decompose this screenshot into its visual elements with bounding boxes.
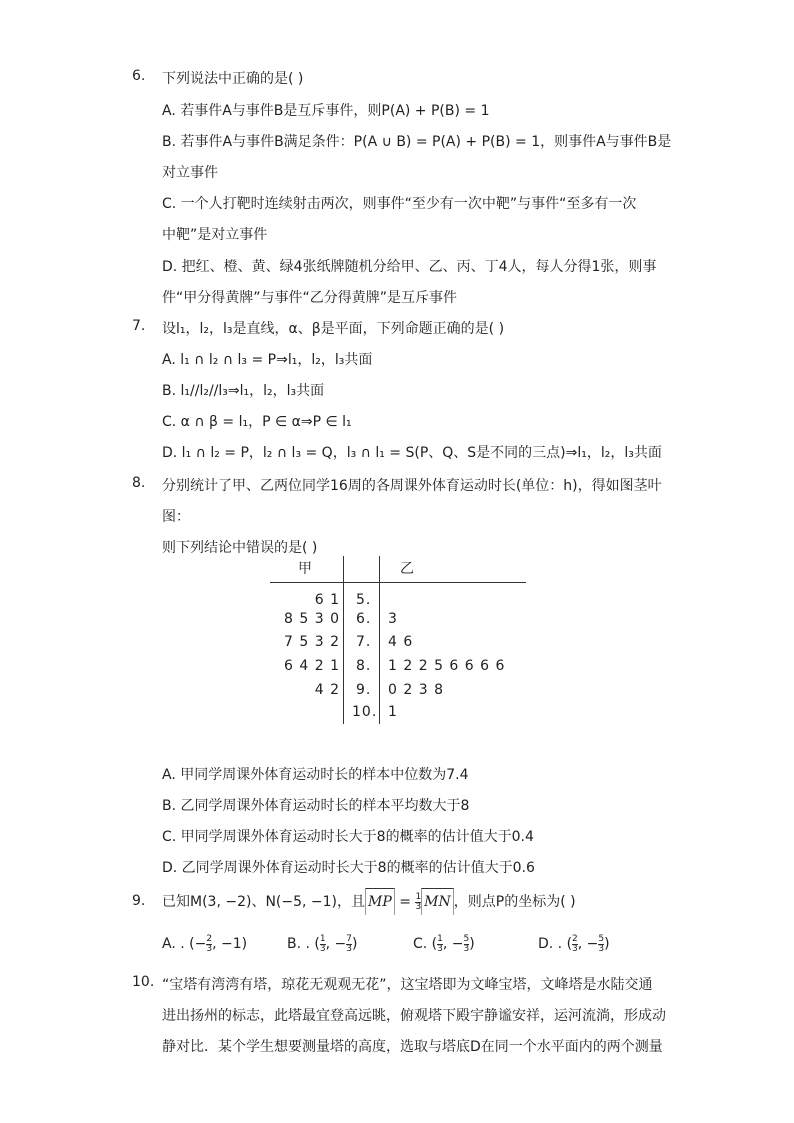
header-jia: 甲 <box>298 561 313 577</box>
leaf-right-row6: 1 <box>388 704 398 720</box>
leaf-right-row2: 3 <box>388 611 398 627</box>
q10-line1: “宝塔有湾湾有塔，琼花无观观无花”，这宝塔即为文峰宝塔，文峰塔是水陆交通 <box>162 977 653 993</box>
q8-option-c: C. 甲同学周课外体育运动时长大于8的概率的估计值大于0.4 <box>162 829 534 845</box>
q10-line3: 静对比．某个学生想要测量塔的高度，选取与塔底D在同一个水平面内的两个测量 <box>162 1039 663 1055</box>
fraction-one-third: $\frac{1}{3}$ <box>415 891 422 912</box>
leaf-left-row4: 6 4 2 1 <box>284 658 340 674</box>
q6-option-d-line2: 件“甲分得黄牌”与事件“乙分得黄牌”是互斥事件 <box>162 290 458 306</box>
q9-option-d: D. . ( $\frac{2}{3}$ , − $\frac{5}{3}$ ) <box>538 933 610 954</box>
leaf-right-row5: 0 2 3 8 <box>388 682 444 698</box>
stem-row6: 10. <box>352 704 378 720</box>
q8-stem-line2: 图： <box>162 509 190 525</box>
q6-number: 6. <box>132 68 146 84</box>
q6-option-b-line1: B. 若事件A与事件B满足条件：P(A ∪ B) = P(A) + P(B) = 1，则事件A与事件B是 <box>162 134 672 150</box>
q9-stem-end: ，则点P的坐标为( ) <box>453 894 576 910</box>
q8-option-b: B. 乙同学周课外体育运动时长的样本平均数大于8 <box>162 798 470 814</box>
q9-option-a: A. . (− $\frac{2}{3}$ , −1) <box>162 933 248 954</box>
stem-row5: 9. <box>356 682 372 698</box>
q9-stem <box>162 888 576 915</box>
q9-stem-start: 已知M(3, −2)、N(−5, −1)，且 <box>162 894 366 910</box>
stem-leaf-plot <box>270 556 526 724</box>
stem-row4: 8. <box>356 658 372 674</box>
leaf-right-row3: 4 6 <box>388 634 414 650</box>
header-rule <box>270 582 526 583</box>
stem-row3: 7. <box>356 634 372 650</box>
q8-stem-line1: 分别统计了甲、乙两位同学16周的各周课外体育运动时长(单位：h)，得如图茎叶 <box>162 478 662 494</box>
q7-stem: 设l₁，l₂，l₃是直线，α、β是平面，下列命题正确的是( ) <box>162 321 505 337</box>
q7-option-a: A. l₁ ∩ l₂ ∩ l₃ = P⇒l₁，l₂，l₃共面 <box>162 352 373 368</box>
q7-option-c: C. α ∩ β = l₁，P ∈ α⇒P ∈ l₁ <box>162 414 352 430</box>
q8-number: 8. <box>132 475 146 491</box>
q9-number: 9. <box>132 893 146 909</box>
q7-number: 7. <box>132 318 146 334</box>
header-yi: 乙 <box>400 561 415 577</box>
vector-mp: MP <box>365 888 395 915</box>
q6-option-b-line2: 对立事件 <box>162 165 218 181</box>
stem-row1: 5. <box>356 592 372 608</box>
q6-option-d-line1: D. 把红、橙、黄、绿4张纸牌随机分给甲、乙、丙、丁4人，每人分得1张，则事 <box>162 259 657 275</box>
q6-stem: 下列说法中正确的是( ) <box>162 71 304 87</box>
q7-option-d: D. l₁ ∩ l₂ = P，l₂ ∩ l₃ = Q，l₃ ∩ l₁ = S(P、Q、S是不同的三点)⇒l₁，l₂，l₃共面 <box>162 445 662 461</box>
q6-option-a: A. 若事件A与事件B是互斥事件，则P(A) + P(B) = 1 <box>162 103 490 119</box>
q9-option-c: C. ( $\frac{1}{3}$ , − $\frac{5}{3}$ ) <box>413 933 475 954</box>
q10-line2: 进出扬州的标志，此塔最宜登高远眺，俯观塔下殿宇静谧安祥，运河流淌，形成动 <box>162 1008 666 1024</box>
q8-option-a: A. 甲同学周课外体育运动时长的样本中位数为7.4 <box>162 767 469 783</box>
leaf-left-row2: 8 5 3 0 <box>284 611 340 627</box>
leaf-right-row4: 1 2 2 5 6 6 6 6 <box>388 658 506 674</box>
vector-mn: MN <box>421 888 454 915</box>
q9-equals: = <box>394 894 416 910</box>
stem-row2: 6. <box>356 611 372 627</box>
q8-option-d: D. 乙同学周课外体育运动时长大于8的概率的估计值大于0.6 <box>162 860 535 876</box>
q10-number: 10. <box>132 974 155 990</box>
q8-stem-line3: 则下列结论中错误的是( ) <box>162 540 318 556</box>
q7-option-b: B. l₁//l₂//l₃⇒l₁，l₂，l₃共面 <box>162 383 325 399</box>
leaf-left-row1: 6 1 <box>314 592 340 608</box>
q6-option-c-line1: C. 一个人打靶时连续射击两次，则事件“至少有一次中靶”与事件“至多有一次 <box>162 196 637 212</box>
leaf-left-row3: 7 5 3 2 <box>284 634 340 650</box>
q6-option-c-line2: 中靶”是对立事件 <box>162 227 268 243</box>
q9-option-b: B. . ( $\frac{1}{3}$ , − $\frac{7}{3}$ ) <box>287 933 358 954</box>
leaf-left-row5: 4 2 <box>314 682 340 698</box>
